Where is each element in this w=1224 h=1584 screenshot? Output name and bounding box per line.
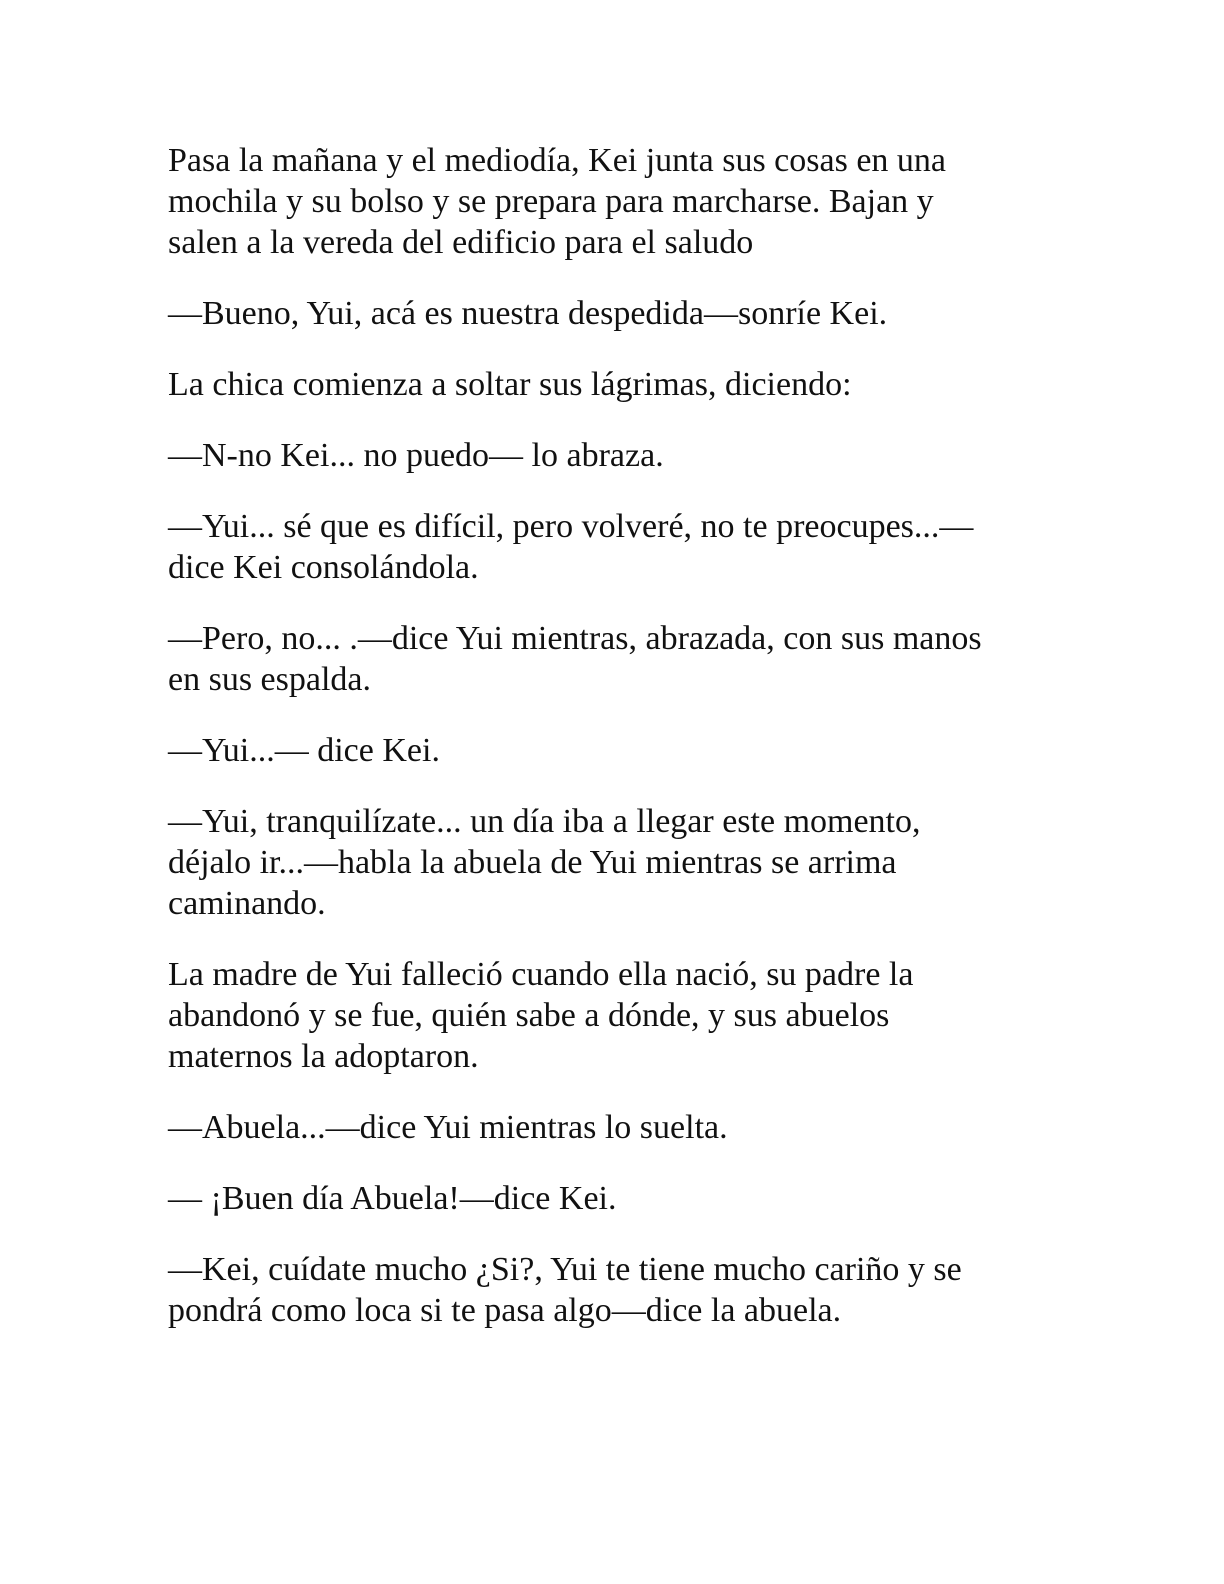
paragraph-11: — ¡Buen día Abuela!—dice Kei. — [168, 1180, 617, 1217]
paragraph-2: —Bueno, Yui, acá es nuestra despedida—sonríe Kei. — [168, 295, 888, 332]
paragraph-10: —Abuela...—dice Yui mientras lo suelta. — [168, 1109, 728, 1146]
paragraph-9: La madre de Yui falleció cuando ella nació, su padre la abandonó y se fue, quién sabe a dónde, y sus abuelos maternos la adoptaron. — [168, 956, 914, 1075]
paragraph-12: —Kei, cuídate mucho ¿Si?, Yui te tiene mucho cariño y se pondrá como loca si te pasa algo—dice la abuela. — [168, 1251, 962, 1329]
paragraph-6: —Pero, no... .—dice Yui mientras, abrazada, con sus manos en sus espalda. — [168, 620, 982, 698]
document-body — [168, 140, 1048, 1361]
paragraph-4: —N-no Kei... no puedo— lo abraza. — [168, 437, 664, 474]
paragraph-8: —Yui, tranquilízate... un día iba a llegar este momento, déjalo ir...—habla la abuela de Yui mientras se arrima caminando. — [168, 803, 921, 922]
paragraph-7: —Yui...— dice Kei. — [168, 732, 440, 769]
paragraph-3: La chica comienza a soltar sus lágrimas, diciendo: — [168, 366, 852, 403]
paragraph-1: Pasa la mañana y el mediodía, Kei junta sus cosas en una mochila y su bolso y se prepara para marcharse. Bajan y salen a la vereda del edificio para el saludo — [168, 142, 946, 261]
paragraph-5: —Yui... sé que es difícil, pero volveré, no te preocupes...— dice Kei consolándola. — [168, 508, 974, 586]
